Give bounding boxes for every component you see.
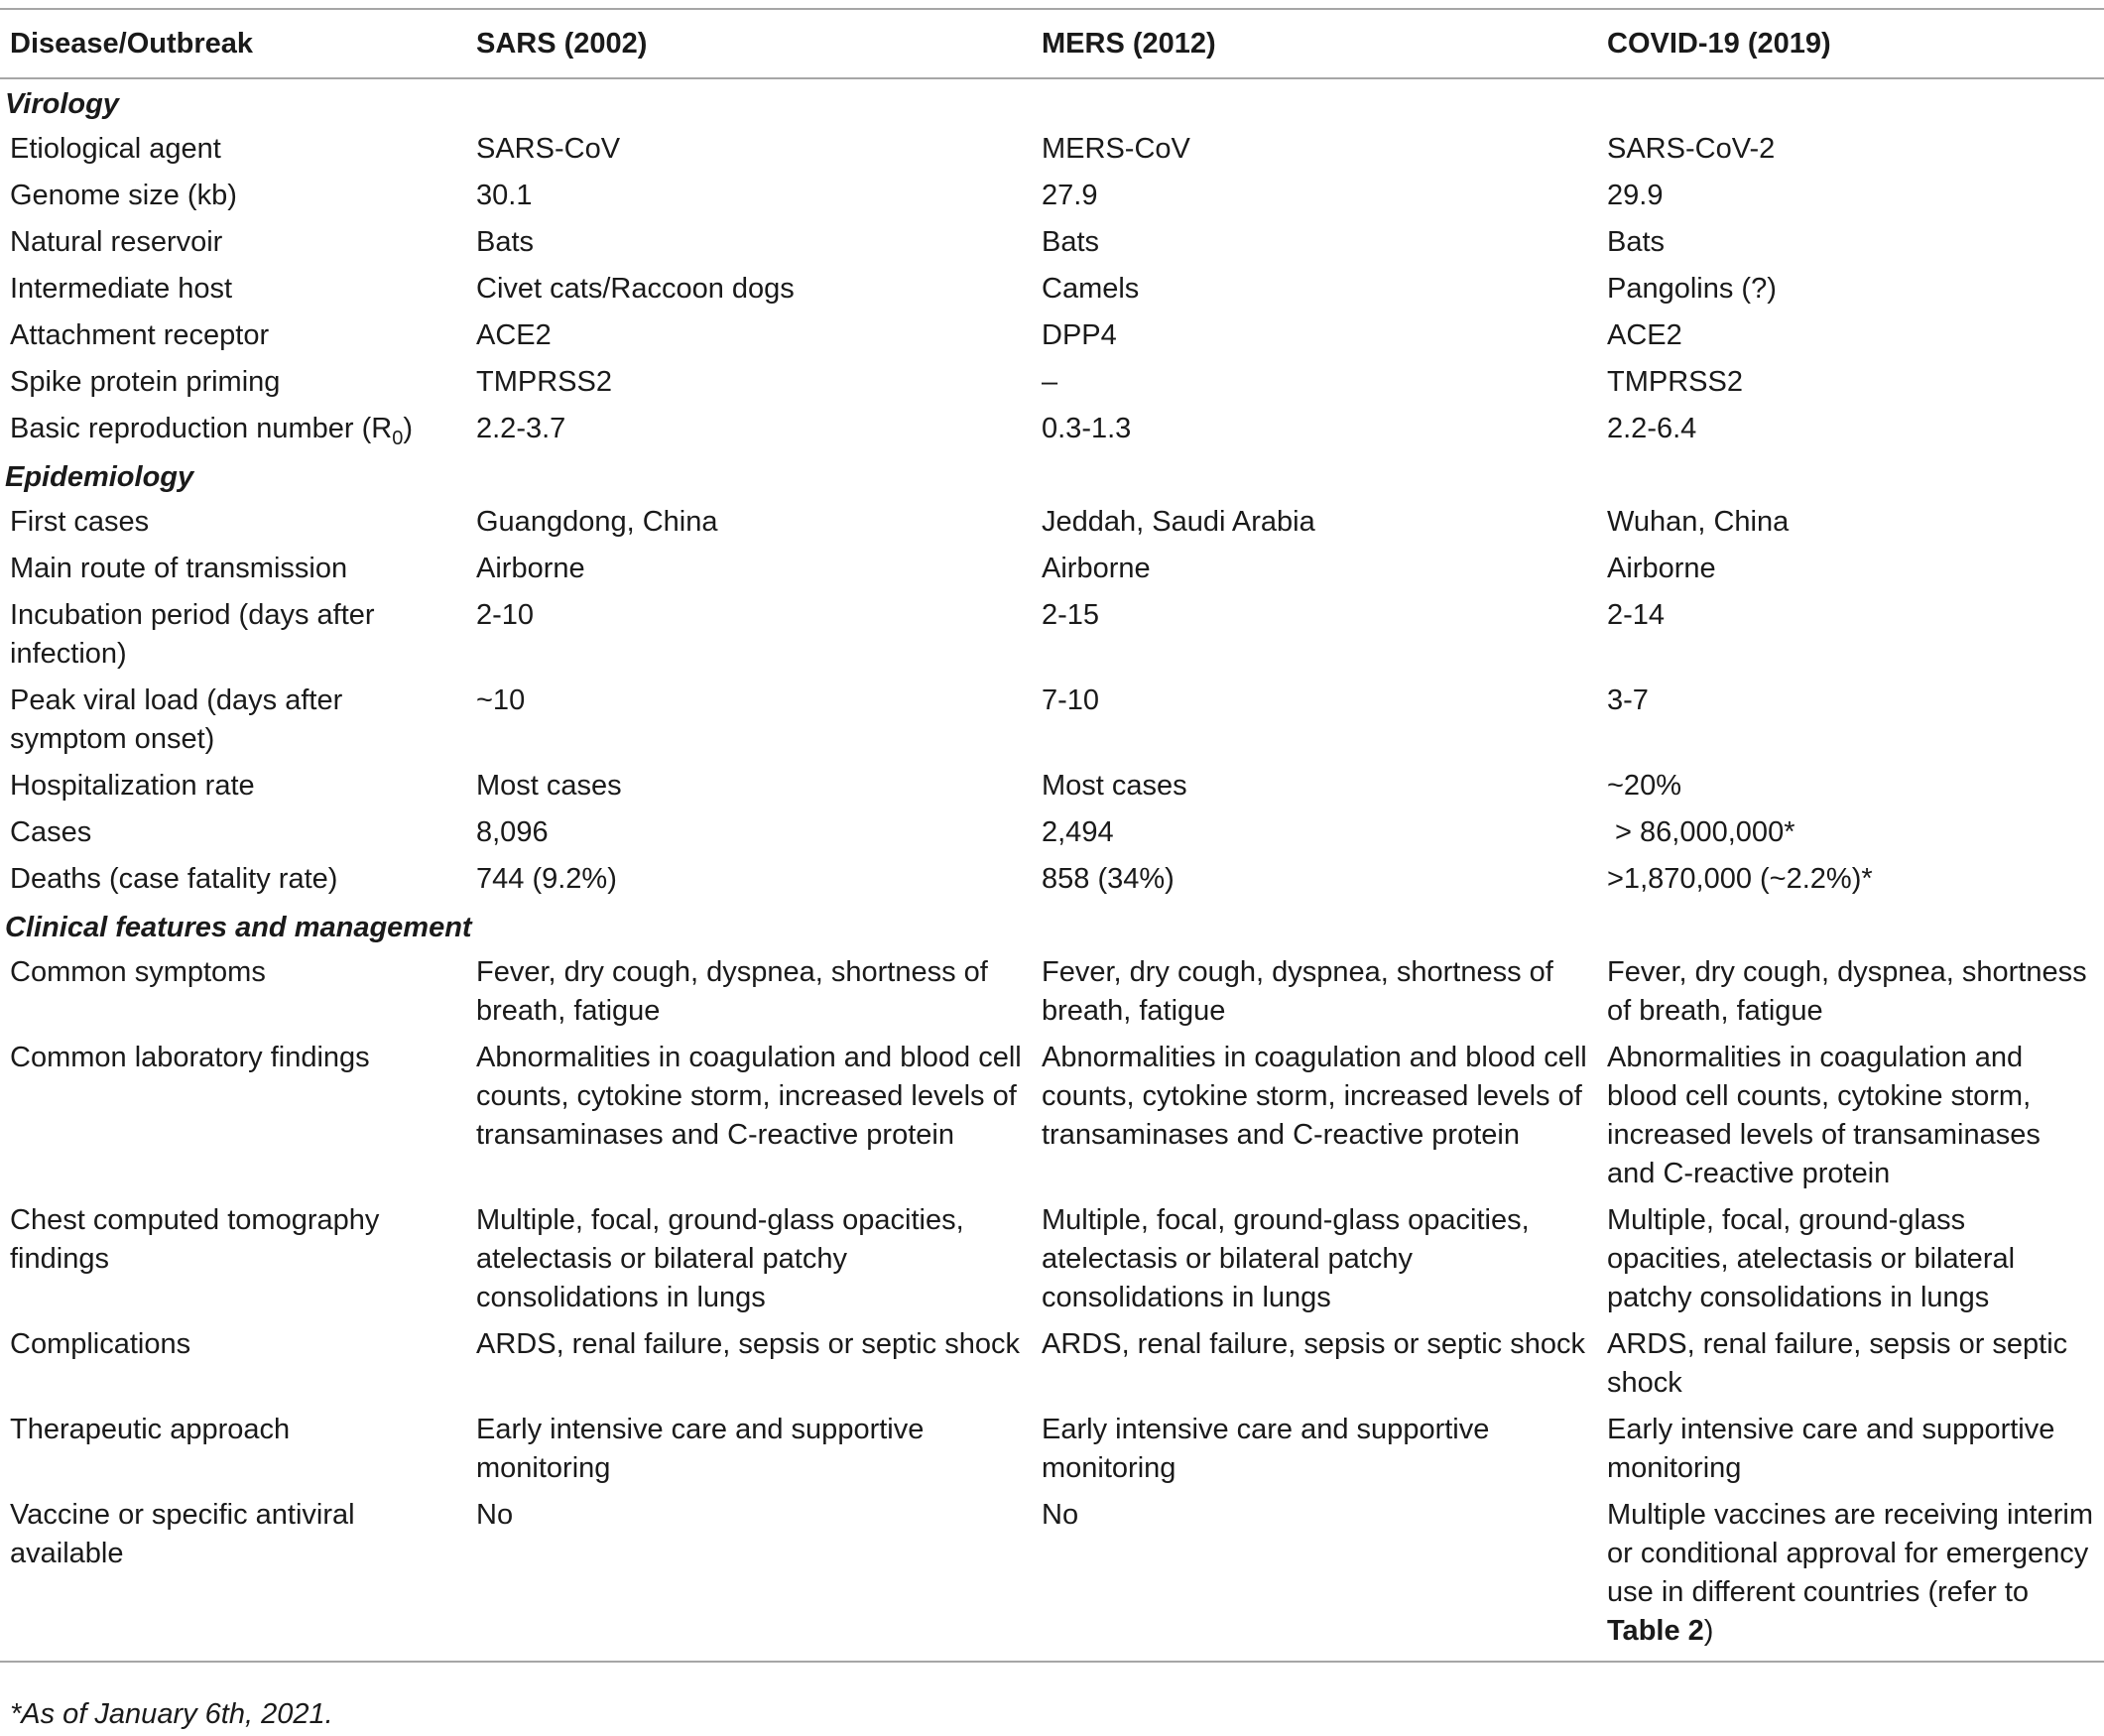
row-label [0, 406, 466, 452]
row-label: Attachment receptor [10, 319, 270, 351]
table-row [0, 1492, 2104, 1662]
table-row [0, 856, 2104, 903]
cell-mers: 2-15 [1042, 599, 1100, 631]
cell-mers: 7-10 [1042, 684, 1100, 716]
table-row [0, 1321, 2104, 1407]
cell-sars: Multiple, focal, ground-glass opacities, atelectasis or bilateral patchy consolidations in lungs [476, 1204, 964, 1313]
table-row [0, 173, 2104, 219]
row-label: Intermediate host [10, 273, 233, 305]
row-label: Therapeutic approach [10, 1414, 291, 1445]
header-sars: SARS (2002) [476, 27, 648, 60]
cell-sars: SARS-CoV [476, 133, 621, 165]
cell-covid: ~20% [1607, 770, 1681, 802]
table-row [0, 1407, 2104, 1492]
row-label: Hospitalization rate [10, 770, 255, 802]
cell-sars: Early intensive care and supportive monitoring [476, 1414, 925, 1484]
row-label: Natural reservoir [10, 226, 223, 258]
section-title-epidemiology: Epidemiology [5, 461, 194, 493]
row-label: Cases [10, 816, 92, 848]
cell-sars: 2-10 [476, 599, 535, 631]
vaccine-covid-end: ) [1703, 1615, 1714, 1647]
cell-mers: 27.9 [1042, 180, 1098, 211]
row-label: Main route of transmission [10, 553, 348, 584]
cell-mers: 0.3-1.3 [1042, 413, 1132, 444]
cell-sars: ARDS, renal failure, sepsis or septic shock [476, 1328, 1020, 1360]
table-row [0, 678, 2104, 763]
cell-mers: Fever, dry cough, dyspnea, shortness of breath, fatigue [1042, 956, 1553, 1027]
cell-sars: Airborne [476, 553, 585, 584]
cell-sars: Civet cats/Raccoon dogs [476, 273, 795, 305]
table-row [0, 592, 2104, 678]
cell-covid: Multiple, focal, ground-glass opacities, atelectasis or bilateral patchy consolidations in lungs [1607, 1204, 2016, 1313]
section-row-virology [0, 78, 2104, 126]
table-row [0, 499, 2104, 546]
row-label: First cases [10, 506, 150, 538]
cell-mers: Most cases [1042, 770, 1187, 802]
table-row [0, 949, 2104, 1035]
cell-covid: > 86,000,000* [1607, 816, 1795, 848]
table-row [0, 406, 2104, 452]
table-2-reference: Table 2 [1607, 1615, 1704, 1647]
cell-covid: Early intensive care and supportive monitoring [1607, 1414, 2055, 1484]
cell-sars: ACE2 [476, 319, 552, 351]
cell-mers: Abnormalities in coagulation and blood cell counts, cytokine storm, increased levels of transaminases and C-reactive protein [1042, 1042, 1587, 1151]
table-row [0, 1035, 2104, 1197]
table-row [0, 126, 2104, 173]
row-label: Deaths (case fatality rate) [10, 863, 338, 895]
cell-covid: SARS-CoV-2 [1607, 133, 1776, 165]
cell-mers: ARDS, renal failure, sepsis or septic shock [1042, 1328, 1585, 1360]
row-label: Complications [10, 1328, 191, 1360]
cell-covid: 3-7 [1607, 684, 1649, 716]
row-label: Common laboratory findings [10, 1042, 370, 1073]
table-row [0, 312, 2104, 359]
cell-sars: Most cases [476, 770, 622, 802]
row-label: Genome size (kb) [10, 180, 237, 211]
cell-covid: TMPRSS2 [1607, 366, 1743, 398]
cell-covid [1597, 1492, 2104, 1662]
cell-mers: Bats [1042, 226, 1100, 258]
cell-covid: 29.9 [1607, 180, 1664, 211]
vaccine-covid-text: Multiple vaccines are receiving interim or conditional approval for emergency use in different countries (refer to [1607, 1499, 2093, 1608]
cell-mers: Camels [1042, 273, 1140, 305]
table-row [0, 359, 2104, 406]
cell-mers: DPP4 [1042, 319, 1117, 351]
cell-sars: ~10 [476, 684, 526, 716]
row-label: Spike protein priming [10, 366, 281, 398]
cell-sars: No [476, 1499, 514, 1531]
cell-sars: 744 (9.2%) [476, 863, 617, 895]
table-row [0, 266, 2104, 312]
row-label: Etiological agent [10, 133, 221, 165]
cell-sars: Abnormalities in coagulation and blood cell counts, cytokine storm, increased levels of transaminases and C-reactive protein [476, 1042, 1022, 1151]
cell-mers: 858 (34%) [1042, 863, 1175, 895]
table-header-row [0, 9, 2104, 78]
cell-mers: No [1042, 1499, 1079, 1531]
row-label: Incubation period (days after infection) [10, 599, 375, 670]
section-row-epidemiology [0, 452, 2104, 499]
cell-covid: >1,870,000 (~2.2%)* [1607, 863, 1873, 895]
cell-covid: Bats [1607, 226, 1666, 258]
section-title-virology: Virology [5, 88, 119, 120]
cell-covid: Pangolins (?) [1607, 273, 1777, 305]
cell-covid: Airborne [1607, 553, 1716, 584]
comparison-table-container [0, 8, 2104, 1663]
cell-sars: Fever, dry cough, dyspnea, shortness of breath, fatigue [476, 956, 988, 1027]
section-title-clinical: Clinical features and management [5, 912, 472, 943]
cell-covid: 2.2-6.4 [1607, 413, 1697, 444]
cell-covid: 2-14 [1607, 599, 1666, 631]
table-row [0, 809, 2104, 856]
cell-sars: 2.2-3.7 [476, 413, 566, 444]
cell-sars: TMPRSS2 [476, 366, 612, 398]
cell-sars: 30.1 [476, 180, 533, 211]
cell-covid: Wuhan, China [1607, 506, 1790, 538]
cell-covid: Fever, dry cough, dyspnea, shortness of breath, fatigue [1607, 956, 2087, 1027]
cell-mers: Jeddah, Saudi Arabia [1042, 506, 1315, 538]
header-mers: MERS (2012) [1042, 27, 1216, 60]
row-label-subscript: 0 [392, 427, 404, 449]
cell-mers: Early intensive care and supportive monitoring [1042, 1414, 1490, 1484]
cell-covid: Abnormalities in coagulation and blood cell counts, cytokine storm, increased levels of transaminases and C-reactive protein [1607, 1042, 2041, 1189]
row-label: Chest computed tomography findings [10, 1204, 380, 1275]
coronavirus-comparison-table [0, 8, 2104, 1663]
row-label-main: Basic reproduction number (R [10, 413, 393, 444]
cell-covid: ARDS, renal failure, sepsis or septic shock [1607, 1328, 2068, 1399]
table-row [0, 219, 2104, 266]
cell-mers: Airborne [1042, 553, 1151, 584]
table-footnote: *As of January 6th, 2021. [10, 1698, 333, 1730]
cell-mers: 2,494 [1042, 816, 1114, 848]
header-covid: COVID-19 (2019) [1607, 27, 1831, 60]
cell-sars: 8,096 [476, 816, 549, 848]
cell-sars: Guangdong, China [476, 506, 718, 538]
row-label-end: ) [403, 413, 414, 444]
cell-mers: Multiple, focal, ground-glass opacities, atelectasis or bilateral patchy consolidations in lungs [1042, 1204, 1530, 1313]
header-disease-outbreak: Disease/Outbreak [10, 27, 254, 60]
cell-covid: ACE2 [1607, 319, 1682, 351]
row-label: Peak viral load (days after symptom onset) [10, 684, 343, 755]
table-row [0, 763, 2104, 809]
row-label: Common symptoms [10, 956, 266, 988]
cell-mers: MERS-CoV [1042, 133, 1190, 165]
row-label: Vaccine or specific antiviral available [10, 1499, 355, 1569]
section-row-clinical [0, 903, 2104, 949]
table-row [0, 546, 2104, 592]
cell-mers: – [1042, 366, 1058, 398]
cell-sars: Bats [476, 226, 535, 258]
table-row [0, 1197, 2104, 1321]
